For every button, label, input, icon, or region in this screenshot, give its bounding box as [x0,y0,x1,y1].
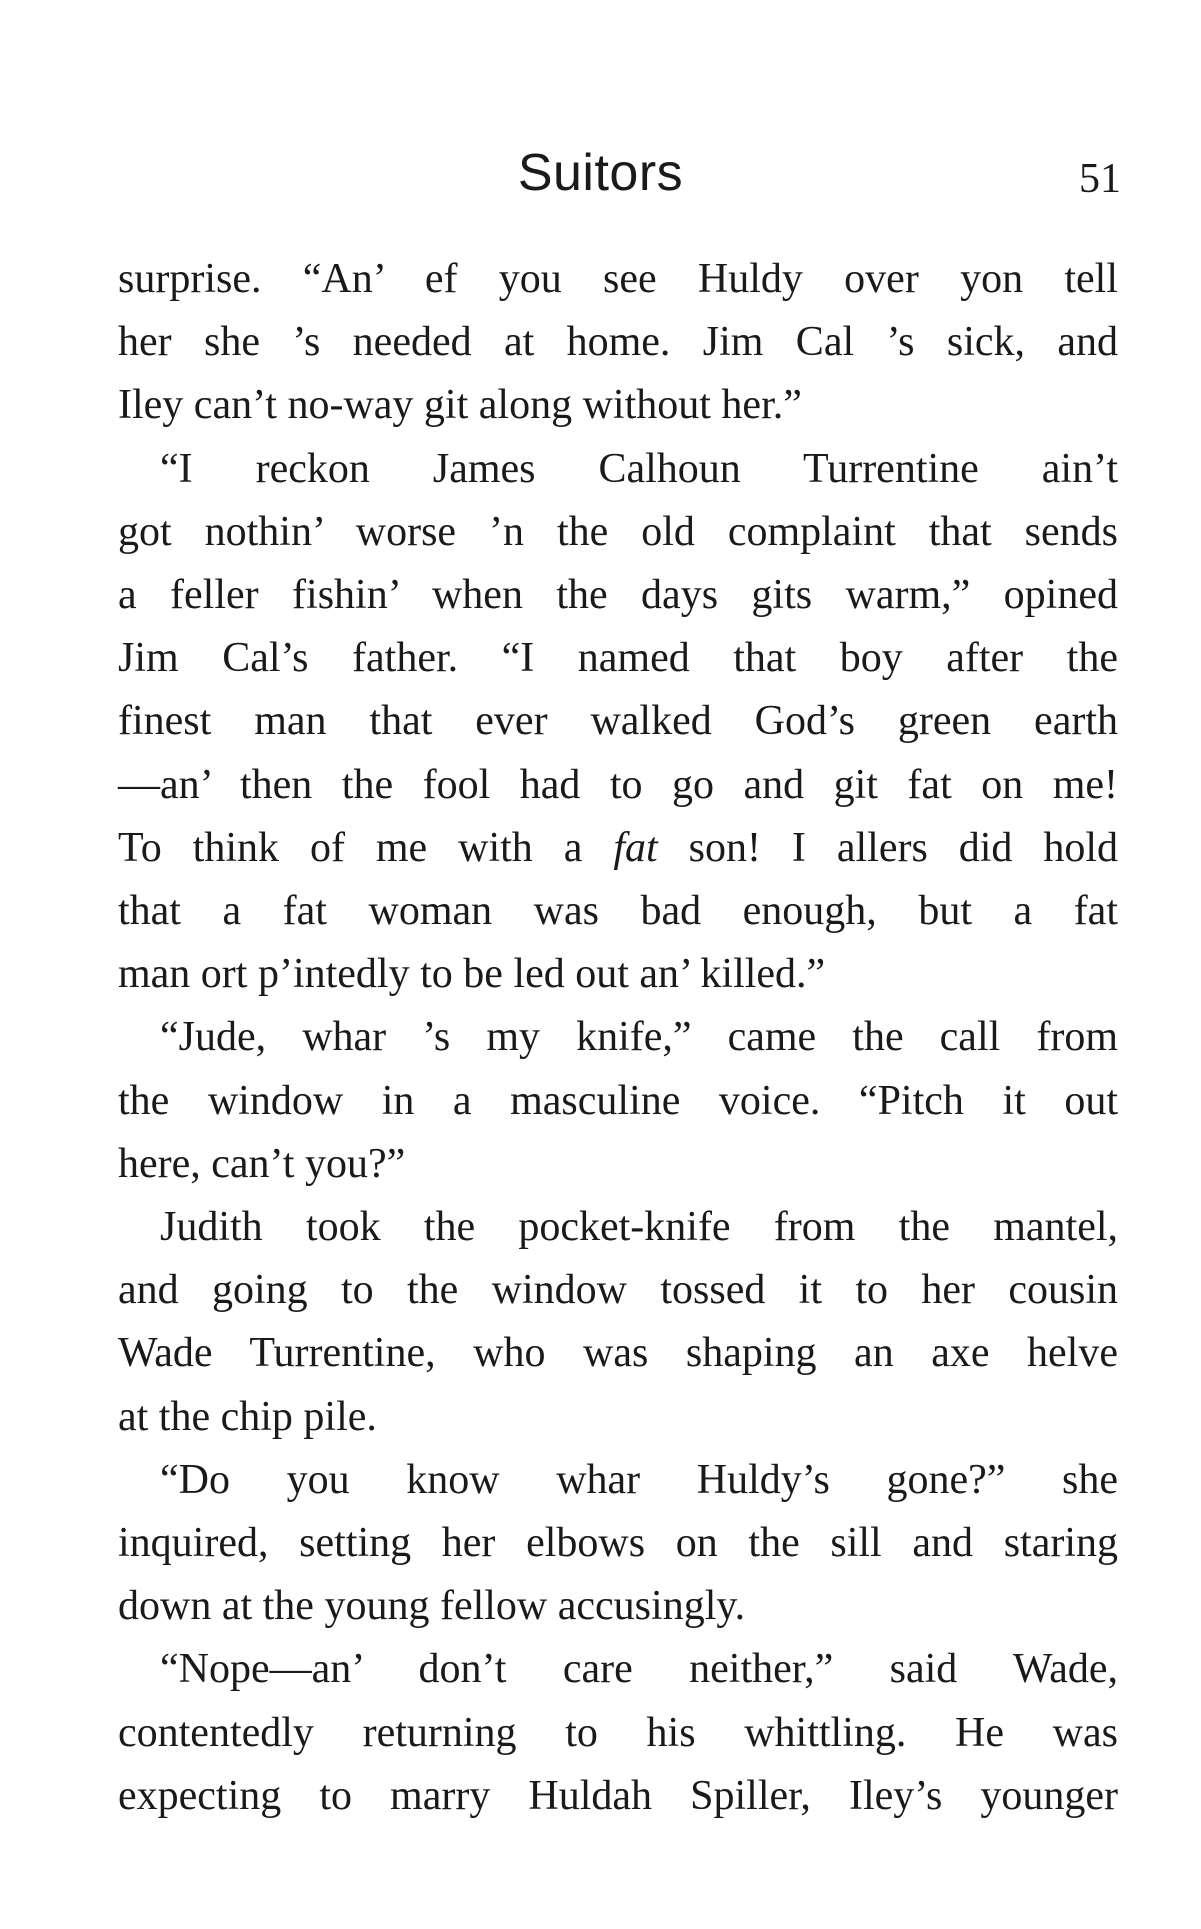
paragraph-5 [118,1449,1118,1639]
text-line: surprise. “An’ ef you see Huldy over yon tell [118,256,1118,302]
paragraph-4 [118,1196,1118,1449]
page-number: 51 [1079,156,1121,202]
text-line: man ort p’intedly to be led out an’ killed.” [118,951,826,998]
text-line: that a fat woman was bad enough, but a fat [118,888,1118,935]
text-line: Iley can’t no-way git along without her.” [118,382,802,429]
text-line: at the chip pile. [118,1393,377,1440]
text-segment: son! I allers did hold [688,824,1119,871]
text-line: and going to the window tossed it to her cousin [118,1267,1118,1314]
text-segment: To think of me with a [118,824,583,871]
text-line: expecting to marry Huldah Spiller, Iley’s younger [118,1772,1118,1819]
text-line: the window in a masculine voice. “Pitch it out [118,1077,1118,1124]
paragraph-1 [118,248,1118,438]
italic-word: fat [613,824,658,871]
text-line: her she ’s needed at home. Jim Cal ’s sick, and [118,319,1118,366]
text-line: Jim Cal’s father. “I named that boy after the [118,635,1118,682]
text-line: a feller fishin’ when the days gits warm,” opined [118,572,1118,619]
text-line: “Do you know whar Huldy’s gone?” she [160,1456,1118,1503]
text-line: down at the young fellow accusingly. [118,1583,746,1630]
paragraph-2 [118,438,1118,1007]
text-line: Wade Turrentine, who was shaping an axe helve [118,1330,1118,1377]
body-text [118,248,1118,1828]
paragraph-6 [118,1638,1118,1828]
text-line: here, can’t you?” [118,1140,406,1187]
text-line: “Nope—an’ don’t care neither,” said Wade, [160,1646,1118,1693]
text-line: finest man that ever walked God’s green earth [118,698,1118,745]
running-head [0,138,1201,208]
text-line: —an’ then the fool had to go and git fat on me! [118,761,1118,808]
text-line: inquired, setting her elbows on the sill and staring [118,1520,1118,1567]
running-title: Suitors [517,144,684,202]
text-line: Judith took the pocket-knife from the mantel, [160,1204,1118,1251]
text-line: “I reckon James Calhoun Turrentine ain’t [160,445,1118,492]
text-line: got nothin’ worse ’n the old complaint that sends [118,508,1118,555]
text-line: contentedly returning to his whittling. He was [118,1709,1118,1756]
text-line: “Jude, whar ’s my knife,” came the call from [160,1014,1118,1061]
text-line-with-italic [118,817,1118,880]
paragraph-3 [118,1006,1118,1196]
